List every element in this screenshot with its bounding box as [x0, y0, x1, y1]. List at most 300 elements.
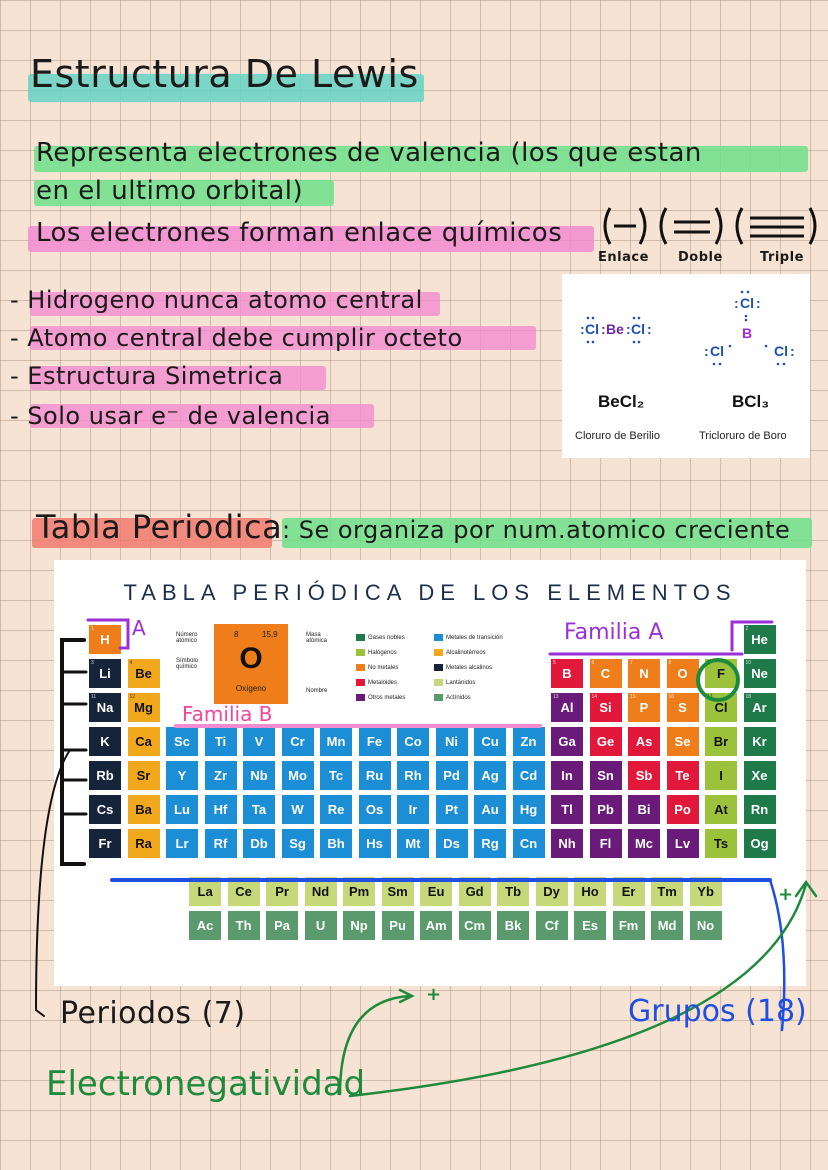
- element-cell-cu: [473, 726, 507, 757]
- element-cell-tm: [650, 876, 684, 907]
- element-cell-ts: [704, 828, 738, 859]
- element-cell-i: [704, 760, 738, 791]
- element-symbol: Fe: [366, 734, 383, 749]
- legend-item: [356, 664, 398, 671]
- element-symbol: Am: [425, 918, 447, 933]
- element-symbol: As: [635, 734, 653, 749]
- cl-atom-left: Cl: [585, 321, 599, 337]
- intro-line-2: en el ultimo orbital): [36, 176, 304, 206]
- element-cell-bh: [319, 828, 353, 859]
- element-cell-am: [419, 910, 453, 941]
- element-symbol: Xe: [751, 768, 768, 783]
- element-cell-kr: [743, 726, 777, 757]
- legend-swatch: [434, 694, 443, 701]
- element-symbol: H: [100, 632, 110, 647]
- element-cell-ge: [589, 726, 623, 757]
- element-cell-rf: [204, 828, 238, 859]
- element-symbol: Hs: [366, 836, 383, 851]
- svg-text::: :: [601, 321, 606, 337]
- legend-item: [356, 649, 397, 656]
- legend-swatch: [434, 679, 443, 686]
- element-cell-ga: [550, 726, 584, 757]
- atomic-number: 9: [707, 660, 710, 666]
- element-cell-al: [550, 692, 584, 723]
- element-cell-hs: [358, 828, 392, 859]
- element-symbol: Mg: [134, 700, 153, 715]
- element-symbol: Ra: [135, 836, 152, 851]
- element-symbol: S: [678, 700, 687, 715]
- element-symbol: Eu: [427, 884, 445, 899]
- periodic-heading: Tabla Periodica: [36, 508, 283, 546]
- atomic-number: 12: [129, 694, 136, 700]
- element-symbol: Lr: [175, 836, 189, 851]
- element-cell-ac: [188, 910, 222, 941]
- becl2-formula: BeCl₂: [598, 392, 645, 411]
- element-cell-fr: [88, 828, 122, 859]
- element-symbol: Sn: [597, 768, 614, 783]
- legend-label: Gases nobles: [368, 635, 405, 642]
- element-symbol: F: [717, 666, 725, 681]
- bcl3-structure: [690, 286, 802, 376]
- element-cell-hg: [512, 794, 546, 825]
- element-symbol: Hf: [213, 802, 228, 817]
- element-symbol: Pt: [445, 802, 458, 817]
- element-cell-au: [473, 794, 507, 825]
- legend-label: Halógenos: [368, 650, 397, 657]
- element-symbol: Ds: [443, 836, 460, 851]
- element-cell-ra: [127, 828, 161, 859]
- atomic-number: 4: [129, 660, 133, 666]
- svg-text::: :: [647, 321, 652, 337]
- periodic-table: [54, 560, 806, 986]
- element-symbol: Ne: [751, 666, 768, 681]
- element-symbol: Re: [327, 802, 345, 817]
- legend-label: Metaloides: [368, 680, 398, 687]
- element-cell-zr: [204, 760, 238, 791]
- element-cell-mn: [319, 726, 353, 757]
- cl-atom-top: Cl: [740, 295, 754, 311]
- element-symbol: Np: [350, 918, 368, 933]
- element-cell-in: [550, 760, 584, 791]
- legend-label: Lantánidos: [446, 680, 476, 687]
- legend-swatch: [356, 679, 365, 686]
- element-cell-k: [88, 726, 122, 757]
- element-cell-dy: [535, 876, 569, 907]
- element-symbol: Ag: [481, 768, 499, 783]
- element-cell-na: [88, 692, 122, 723]
- rule-4: - Solo usar e⁻ de valencia: [10, 402, 331, 430]
- element-symbol: Tl: [561, 802, 573, 817]
- element-symbol: W: [291, 802, 304, 817]
- legend-label: No metales: [368, 665, 399, 672]
- cl-atom-bl: Cl: [710, 343, 724, 359]
- atomic-number: 14: [591, 694, 598, 700]
- element-symbol: Hg: [519, 802, 538, 817]
- element-cell-cs: [88, 794, 122, 825]
- element-cell-cf: [535, 910, 569, 941]
- element-cell-er: [612, 876, 646, 907]
- periodic-subtitle: : Se organiza por num.atomico creciente: [282, 516, 791, 544]
- element-cell-v: [242, 726, 276, 757]
- element-cell-os: [358, 794, 392, 825]
- element-cell-es: [573, 910, 607, 941]
- element-symbol: Mt: [405, 836, 421, 851]
- element-cell-mt: [396, 828, 430, 859]
- atomic-number: 2: [745, 626, 749, 632]
- element-cell-y: [165, 760, 199, 791]
- element-symbol: Nb: [250, 768, 268, 783]
- legend-item: [356, 694, 405, 701]
- key-number-label: Número atómico: [176, 632, 198, 644]
- element-symbol: Rh: [404, 768, 422, 783]
- key-symbol-label: Símbolo químico: [176, 658, 199, 670]
- element-symbol: Si: [599, 700, 612, 715]
- element-symbol: Al: [560, 700, 574, 715]
- element-symbol: Zn: [520, 734, 537, 749]
- element-cell-ds: [435, 828, 469, 859]
- element-symbol: Rn: [750, 802, 769, 817]
- element-cell-tc: [319, 760, 353, 791]
- element-cell-xe: [743, 760, 777, 791]
- element-cell-ce: [227, 876, 261, 907]
- cl-atom-right: Cl: [631, 321, 645, 337]
- element-symbol: Cd: [519, 768, 538, 783]
- lewis-examples-card: [562, 274, 810, 458]
- bonds-line: Los electrones forman enlace químicos: [36, 218, 563, 248]
- element-symbol: Ru: [365, 768, 384, 783]
- element-cell-bk: [496, 910, 530, 941]
- element-cell-cr: [281, 726, 315, 757]
- element-symbol: Nh: [558, 836, 576, 851]
- element-symbol: Ce: [235, 884, 252, 899]
- element-symbol: No: [696, 918, 715, 933]
- legend-swatch: [434, 634, 443, 641]
- element-symbol: Ti: [214, 734, 227, 749]
- element-cell-re: [319, 794, 353, 825]
- element-symbol: Zr: [214, 768, 227, 783]
- svg-text::: :: [756, 295, 761, 311]
- element-symbol: Ge: [596, 734, 615, 749]
- element-symbol: Cs: [96, 802, 114, 817]
- element-cell-rb: [88, 760, 122, 791]
- element-cell-sm: [381, 876, 415, 907]
- legend-label: Otros metales: [368, 695, 406, 702]
- bond-label-double: Doble: [678, 250, 723, 265]
- legend-item: [434, 694, 471, 701]
- element-symbol: Og: [750, 836, 769, 851]
- legend-item: [434, 664, 492, 671]
- element-symbol: Th: [235, 918, 252, 933]
- element-cell-pt: [435, 794, 469, 825]
- element-symbol: Bi: [637, 802, 651, 817]
- element-symbol: Cf: [544, 918, 559, 933]
- element-cell-mo: [281, 760, 315, 791]
- element-symbol: Db: [250, 836, 268, 851]
- svg-text::: :: [704, 343, 709, 359]
- cl-atom-br: Cl: [774, 343, 788, 359]
- element-symbol: Dy: [543, 884, 560, 899]
- legend-item: [434, 679, 475, 686]
- bcl3-name: Tricloruro de Boro: [699, 430, 787, 442]
- element-symbol: Ho: [581, 884, 599, 899]
- element-cell-ar: [743, 692, 777, 723]
- element-cell-lr: [165, 828, 199, 859]
- element-symbol: V: [254, 734, 264, 749]
- element-key: [214, 624, 288, 704]
- legend-label: Metales de transición: [446, 635, 503, 642]
- becl2-name: Cloruro de Berilio: [575, 430, 660, 442]
- element-cell-nb: [242, 760, 276, 791]
- element-symbol: Pd: [443, 768, 460, 783]
- element-cell-ir: [396, 794, 430, 825]
- element-symbol: Tb: [505, 884, 522, 899]
- becl2-structure: [576, 314, 672, 348]
- element-symbol: Cn: [519, 836, 538, 851]
- atomic-number: 6: [591, 660, 595, 666]
- element-symbol: Pb: [597, 802, 614, 817]
- element-symbol: Te: [675, 768, 690, 783]
- element-cell-ba: [127, 794, 161, 825]
- element-cell-mg: [127, 692, 161, 723]
- element-cell-ru: [358, 760, 392, 791]
- element-cell-s: [666, 692, 700, 723]
- element-cell-c: [589, 658, 623, 689]
- element-cell-fm: [612, 910, 646, 941]
- bond-label-single: Enlace: [598, 250, 649, 265]
- element-cell-ag: [473, 760, 507, 791]
- element-cell-w: [281, 794, 315, 825]
- element-cell-th: [227, 910, 261, 941]
- element-symbol: Tc: [328, 768, 344, 783]
- element-symbol: Cr: [290, 734, 305, 749]
- periodic-table-title: TABLA PERIÓDICA DE LOS ELEMENTOS: [123, 580, 737, 605]
- element-cell-la: [188, 876, 222, 907]
- element-cell-np: [342, 910, 376, 941]
- element-symbol: Se: [674, 734, 691, 749]
- element-cell-sr: [127, 760, 161, 791]
- element-symbol: Sc: [174, 734, 190, 749]
- element-symbol: Es: [582, 918, 599, 933]
- element-cell-ta: [242, 794, 276, 825]
- element-cell-o: [666, 658, 700, 689]
- element-symbol: Be: [135, 666, 152, 681]
- element-symbol: Bh: [327, 836, 345, 851]
- legend-label: Actínidos: [446, 695, 471, 702]
- element-symbol: Pr: [275, 884, 289, 899]
- element-cell-pa: [265, 910, 299, 941]
- svg-text::: :: [790, 343, 795, 359]
- rule-3: - Estructura Simetrica: [10, 362, 284, 390]
- element-cell-ne: [743, 658, 777, 689]
- element-symbol: B: [562, 666, 572, 681]
- atomic-number: 17: [707, 694, 713, 700]
- intro-line-1: Representa electrones de valencia (los que estan: [36, 138, 702, 168]
- atomic-number: 16: [668, 694, 675, 700]
- element-symbol: Md: [657, 918, 677, 933]
- element-cell-h: [88, 624, 122, 655]
- element-symbol: Rg: [481, 836, 499, 851]
- svg-text::: :: [580, 321, 585, 337]
- element-symbol: I: [719, 768, 723, 783]
- element-cell-pr: [265, 876, 299, 907]
- element-cell-rg: [473, 828, 507, 859]
- element-symbol: Cl: [714, 700, 728, 715]
- element-cell-cd: [512, 760, 546, 791]
- element-cell-no: [689, 910, 723, 941]
- element-symbol: Ir: [408, 802, 418, 817]
- element-cell-br: [704, 726, 738, 757]
- element-cell-rh: [396, 760, 430, 791]
- legend-item: [434, 634, 503, 641]
- element-symbol: Ta: [251, 802, 267, 817]
- legend-item: [356, 634, 405, 641]
- element-cell-eu: [419, 876, 453, 907]
- groups-label: Grupos (18): [628, 994, 807, 1029]
- atomic-number: 15: [630, 694, 636, 700]
- element-cell-co: [396, 726, 430, 757]
- legend-swatch: [434, 649, 443, 656]
- legend-swatch: [434, 664, 443, 671]
- element-symbol: Li: [99, 666, 111, 681]
- element-cell-cl: [704, 692, 738, 723]
- element-cell-li: [88, 658, 122, 689]
- bond-label-triple: Triple: [760, 250, 804, 265]
- element-symbol: Sr: [136, 768, 151, 783]
- element-cell-at: [704, 794, 738, 825]
- element-symbol: Pm: [348, 884, 370, 899]
- element-symbol: In: [561, 768, 573, 783]
- element-symbol: K: [100, 734, 110, 749]
- element-symbol: Br: [713, 734, 729, 749]
- atomic-number: 3: [91, 660, 94, 666]
- element-cell-he: [743, 624, 777, 655]
- key-symbol: O: [239, 642, 263, 675]
- element-symbol: Sm: [387, 884, 408, 899]
- atomic-number: 5: [553, 660, 556, 666]
- element-symbol: O: [677, 666, 688, 681]
- element-cell-be: [127, 658, 161, 689]
- element-symbol: Po: [674, 802, 691, 817]
- atomic-number: 11: [91, 694, 97, 700]
- element-symbol: U: [315, 918, 326, 933]
- element-symbol: Os: [365, 802, 384, 817]
- element-cell-sc: [165, 726, 199, 757]
- element-symbol: N: [639, 666, 649, 681]
- element-cell-ca: [127, 726, 161, 757]
- element-cell-sb: [627, 760, 661, 791]
- element-cell-pm: [342, 876, 376, 907]
- element-cell-pu: [381, 910, 415, 941]
- element-cell-gd: [458, 876, 492, 907]
- element-cell-as: [627, 726, 661, 757]
- element-symbol: Cu: [481, 734, 499, 749]
- element-cell-se: [666, 726, 700, 757]
- element-symbol: Yb: [697, 884, 714, 899]
- element-cell-zn: [512, 726, 546, 757]
- legend-swatch: [356, 649, 365, 656]
- b-atom: B: [742, 325, 753, 341]
- element-symbol: Rb: [96, 768, 114, 783]
- element-symbol: La: [197, 884, 213, 899]
- key-mass-label: Masa atómica: [306, 632, 328, 644]
- element-symbol: Gd: [465, 884, 484, 899]
- key-name-label: Nombre: [306, 688, 328, 694]
- rule-1: - Hidrogeno nunca atomo central: [10, 286, 423, 314]
- element-symbol: Bk: [504, 918, 522, 933]
- element-cell-ho: [573, 876, 607, 907]
- atomic-number: 1: [91, 626, 94, 632]
- plus-sign-top: +: [426, 984, 442, 1005]
- legend-label: Alcalinotérreos: [446, 650, 486, 657]
- element-symbol: Pu: [389, 918, 406, 933]
- element-cell-u: [304, 910, 338, 941]
- element-symbol: Nd: [311, 884, 330, 899]
- element-cell-p: [627, 692, 661, 723]
- periods-label: Periodos (7): [60, 996, 246, 1031]
- element-cell-cn: [512, 828, 546, 859]
- element-cell-nh: [550, 828, 584, 859]
- be-atom: Be: [606, 321, 624, 337]
- element-cell-hf: [204, 794, 238, 825]
- element-symbol: Mc: [634, 836, 654, 851]
- element-symbol: Y: [177, 768, 187, 783]
- svg-text::: :: [734, 295, 739, 311]
- element-symbol: Pa: [274, 918, 291, 933]
- element-symbol: Fr: [98, 836, 112, 851]
- element-cell-b: [550, 658, 584, 689]
- plus-sign-right: +: [778, 884, 794, 905]
- key-name: Oxígeno: [235, 684, 267, 693]
- element-symbol: P: [639, 700, 649, 715]
- legend-item: [356, 679, 397, 686]
- element-symbol: Er: [621, 884, 636, 899]
- element-cell-tb: [496, 876, 530, 907]
- legend-swatch: [356, 694, 365, 701]
- element-cell-tl: [550, 794, 584, 825]
- element-cell-pb: [589, 794, 623, 825]
- element-cell-lu: [165, 794, 199, 825]
- element-symbol: Co: [404, 734, 422, 749]
- element-symbol: Cm: [464, 918, 486, 933]
- element-cell-sg: [281, 828, 315, 859]
- element-symbol: At: [714, 802, 728, 817]
- element-cell-n: [627, 658, 661, 689]
- element-cell-fl: [589, 828, 623, 859]
- element-symbol: Tm: [657, 884, 677, 899]
- bcl3-formula: BCl₃: [732, 392, 770, 411]
- element-symbol: He: [751, 632, 768, 647]
- family-b-label: Familia B: [182, 702, 273, 726]
- element-symbol: Lv: [674, 836, 691, 851]
- element-symbol: Rf: [213, 836, 228, 851]
- key-mass: 15,9: [262, 630, 278, 639]
- element-cell-lv: [666, 828, 700, 859]
- element-cell-bi: [627, 794, 661, 825]
- element-symbol: Ac: [196, 918, 214, 933]
- atomic-number: 7: [630, 660, 633, 666]
- key-number: 8: [234, 630, 239, 639]
- family-a-left-label: A: [132, 616, 146, 640]
- element-cell-db: [242, 828, 276, 859]
- element-symbol: Sg: [289, 836, 306, 851]
- element-symbol: C: [600, 666, 611, 681]
- atomic-number: 18: [745, 694, 752, 700]
- element-cell-te: [666, 760, 700, 791]
- electronegativity-label: Electronegatividad: [46, 1064, 366, 1104]
- element-cell-po: [666, 794, 700, 825]
- element-symbol: Kr: [752, 734, 767, 749]
- element-cell-fe: [358, 726, 392, 757]
